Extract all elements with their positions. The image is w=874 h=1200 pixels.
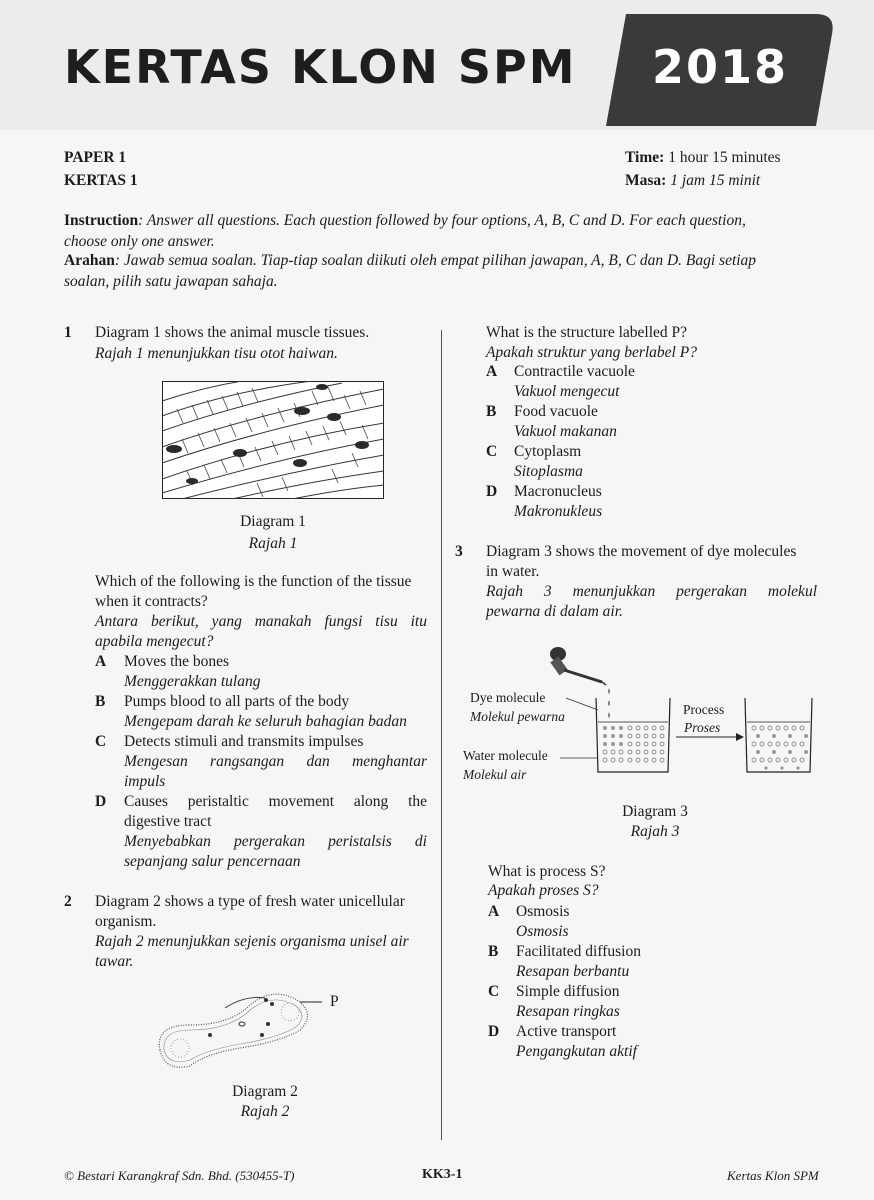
q1-question-ms-1: Antara berikut, yang manakah fungsi tisu itu [95,613,427,630]
q1-option-c-ms2: impuls [124,773,166,790]
q2-number: 2 [64,893,72,910]
q3-stem-ms-2: pewarna di dalam air. [486,603,623,620]
paper-label-ms: KERTAS 1 [64,172,138,189]
q2-stem-ms-1: Rajah 2 menunjukkan sejenis organisma unisel air [95,933,409,950]
q2-option-a-ms: Vakuol mengecut [514,383,620,400]
instruction-ms-label: Arahan [64,252,115,269]
q3-option-b-en: Facilitated diffusion [516,943,641,960]
instruction-en-line2: choose only one answer. [64,233,215,250]
q2-option-d-ms: Makronukleus [514,503,603,520]
q3-stem-ms-1: Rajah 3 menunjukkan pergerakan molekul [486,583,817,600]
q1-stem-ms: Rajah 1 menunjukkan tisu otot haiwan. [95,345,338,362]
q3-option-c-en: Simple diffusion [516,983,620,1000]
q1-option-d-en: Causes peristaltic movement along the [124,793,427,810]
q3-question-ms: Apakah proses S? [488,882,599,899]
instruction-en-text: : Answer all questions. Each question followed by four options, A, B, C and D. For each question, [138,212,746,229]
paramecium-diagram [150,980,335,1070]
paper-label-en: PAPER 1 [64,149,127,166]
q1-option-c-letter: C [95,733,107,750]
water-molecule-label-en: Water molecule [463,748,548,763]
q3-option-b-letter: B [488,943,499,960]
q1-option-b-en: Pumps blood to all parts of the body [124,693,350,710]
time-label-ms: Masa: [625,172,667,189]
instruction-ms-text: : Jawab semua soalan. Tiap-tiap soalan diikuti oleh empat pilihan jawapan, A, B, C dan D. Bagi setiap [114,252,757,269]
instruction-ms-line2: soalan, pilih satu jawapan sahaja. [64,273,278,290]
q2-stem-en-2: organism. [95,913,157,930]
dye-molecule-label-ms: Molekul pewarna [470,709,565,724]
q1-option-d-ms2: sepanjang salur pencernaan [124,853,301,870]
q2-stem-ms-2: tawar. [95,953,134,970]
year-label: 2018 [651,40,789,94]
q3-stem-en-1: Diagram 3 shows the movement of dye molecules [486,543,797,560]
q1-question-ms-2: apabila mengecut? [95,633,214,650]
q2-option-b-letter: B [486,403,497,420]
q1-option-a-letter: A [95,653,107,670]
q2-question-en: What is the structure labelled P? [486,324,688,341]
footer-copyright: © Bestari Karangkraf Sdn. Bhd. (530455-T) [64,1168,295,1183]
q1-option-d-en2: digestive tract [124,813,212,830]
q2-option-b-ms: Vakuol makanan [514,423,617,440]
q2-question-ms: Apakah struktur yang berlabel P? [486,344,697,361]
q3-option-d-letter: D [488,1023,500,1040]
q2-option-d-en: Macronucleus [514,483,602,500]
q3-option-d-ms: Pengangkutan aktif [516,1043,637,1060]
process-label-en: Process [683,702,725,717]
q1-option-c-en: Detects stimuli and transmits impulses [124,733,364,750]
q3-stem-en-2: in water. [486,563,540,580]
q2-option-b-en: Food vacuole [514,403,598,420]
q2-option-c-letter: C [486,443,498,460]
dropper-icon [550,647,606,685]
time-en [625,148,781,168]
q2-option-d-letter: D [486,483,498,500]
q3-option-a-letter: A [488,903,500,920]
q1-option-b-letter: B [95,693,106,710]
q1-caption-en: Diagram 1 [240,513,306,530]
muscle-tissue-diagram [162,381,384,499]
q2-caption-en: Diagram 2 [232,1083,298,1100]
dye-molecule-label-en: Dye molecule [470,690,546,705]
time-value-ms: 1 jam 15 minit [670,172,761,189]
q2-label-p: P [330,993,339,1010]
diffusion-diagram [540,640,820,780]
q1-option-d-ms: Menyebabkan pergerakan peristalsis di [124,833,427,850]
q1-option-d-letter: D [95,793,107,810]
q1-question-en-2: when it contracts? [95,593,208,610]
instruction-ms-line1 [64,251,816,271]
q2-caption-ms: Rajah 2 [240,1103,290,1120]
q1-option-c-ms: Mengesan rangsangan dan menghantar [124,753,427,770]
q3-option-a-ms: Osmosis [516,923,569,940]
q1-caption-ms: Rajah 1 [248,535,298,552]
q3-option-c-letter: C [488,983,500,1000]
water-molecule-label-ms: Molekul air [463,767,527,782]
time-value-en: 1 hour 15 minutes [668,149,781,166]
q3-caption-en: Diagram 3 [622,803,688,820]
process-label-ms: Proses [684,720,721,735]
q1-option-b-ms: Mengepam darah ke seluruh bahagian badan [124,713,407,730]
q1-option-a-en: Moves the bones [124,653,230,670]
q3-question-en: What is process S? [488,863,606,880]
instruction-en-label: Instruction [64,212,139,229]
q1-number: 1 [64,324,72,341]
q3-option-d-en: Active transport [516,1023,617,1040]
footer-page-code: KK3-1 [422,1167,463,1182]
footer-series: Kertas Klon SPM [727,1168,819,1183]
time-label-en: Time: [625,149,665,166]
q2-option-c-en: Cytoplasm [514,443,582,460]
q3-option-a-en: Osmosis [516,903,570,920]
q3-number: 3 [455,543,463,560]
q3-caption-ms: Rajah 3 [630,823,680,840]
time-ms [625,171,760,191]
q1-question-en-1: Which of the following is the function of the tissue [95,573,412,590]
q1-option-a-ms: Menggerakkan tulang [124,673,261,690]
q3-option-b-ms: Resapan berbantu [516,963,630,980]
q1-stem-en: Diagram 1 shows the animal muscle tissues. [95,324,370,341]
page-title: KERTAS KLON SPM [64,40,577,94]
q2-option-c-ms: Sitoplasma [514,463,583,480]
q2-stem-en-1: Diagram 2 shows a type of fresh water unicellular [95,893,405,910]
instruction-en-line1 [64,211,816,231]
column-divider [441,330,442,1140]
q2-option-a-en: Contractile vacuole [514,363,635,380]
q2-option-a-letter: A [486,363,498,380]
q3-option-c-ms: Resapan ringkas [516,1003,620,1020]
